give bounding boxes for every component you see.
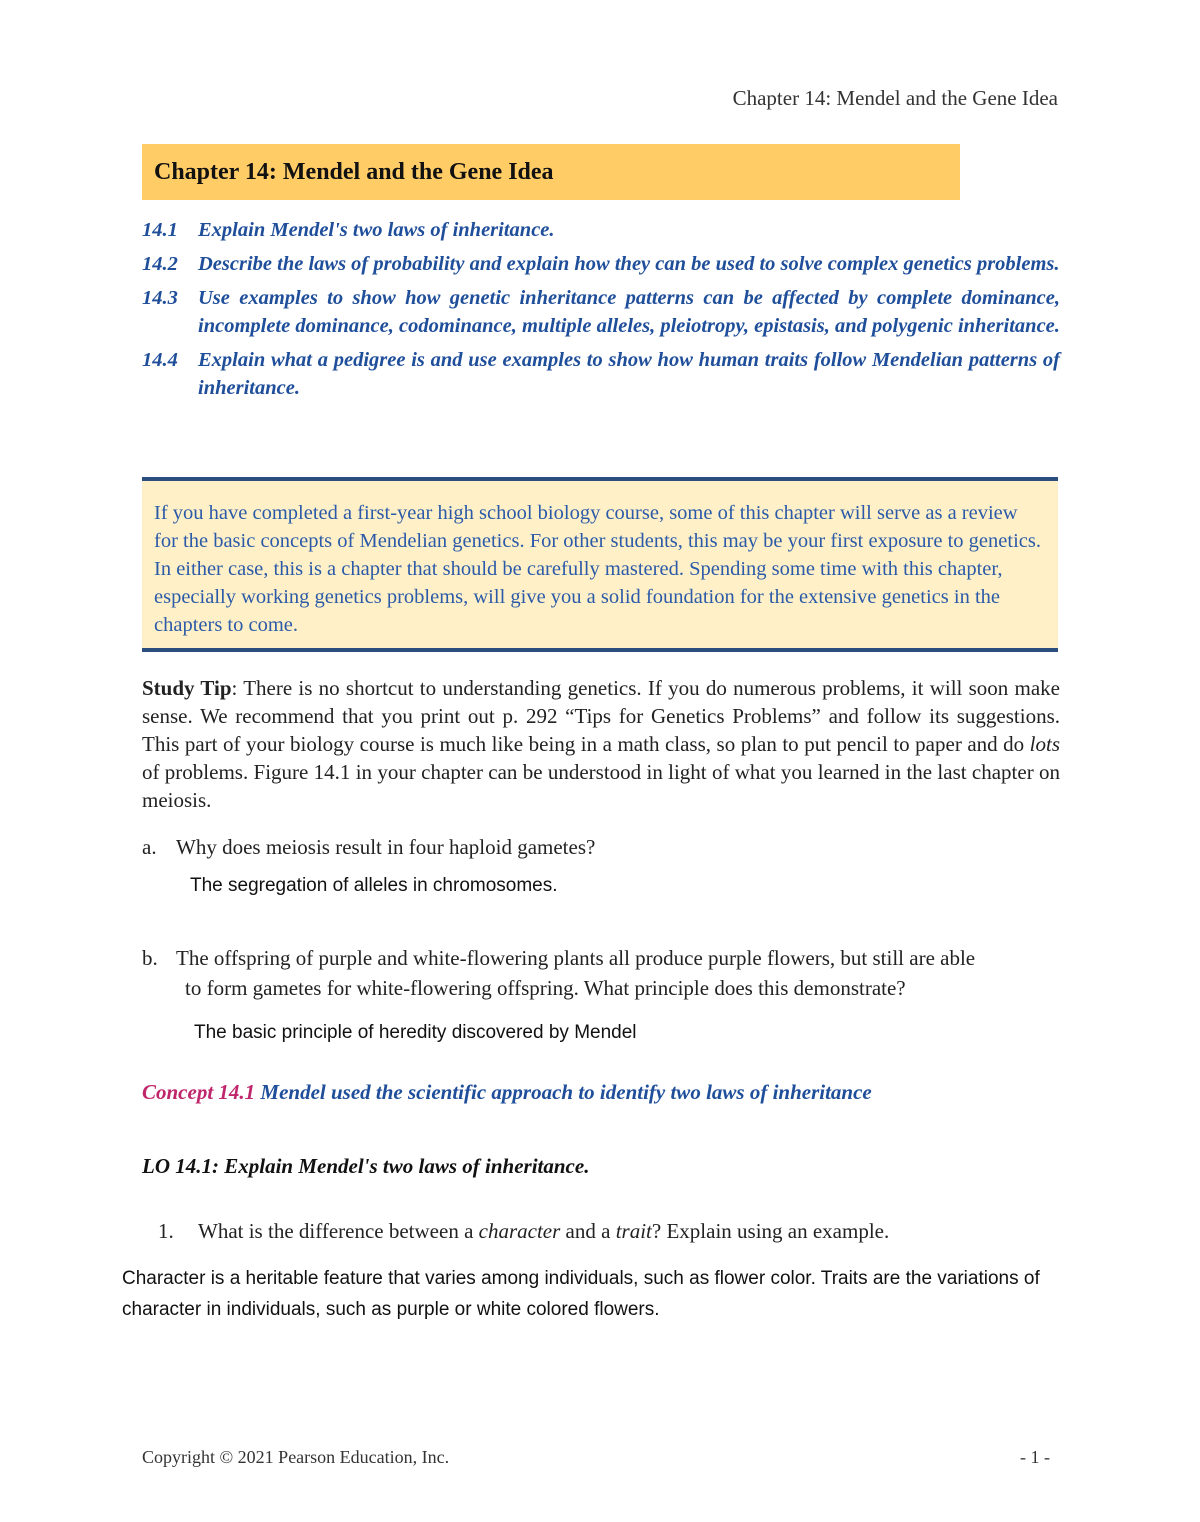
learning-objectives [142,216,1060,408]
answer-1-line-2: character in individuals, such as purple or white colored flowers. [122,1299,660,1320]
objective-number: 14.2 [142,253,178,275]
question-text: Why does meiosis result in four haploid gametes? [176,835,596,859]
study-tip-text-end: of problems. Figure 14.1 in your chapter can be understood in light of what you learned in the last chapter on meiosis. [142,760,1060,812]
study-tip-text: : There is no shortcut to understanding genetics. If you do numerous problems, it will soon make sense. We recommend that you print out p. 292 “Tips for Genetics Problems” and follow its suggestions. This part of your biology course is much like being in a math class, so plan to put pencil to paper and do [142,676,1060,756]
question-text: The offspring of purple and white-flowering plants all produce purple flowers, but still are able [176,946,976,970]
question-letter: a. [142,835,157,859]
objective-item [142,284,1060,340]
concept-tag: Concept 14.1 [142,1080,256,1104]
answer-1-line-1: Character is a heritable feature that varies among individuals, such as flower color. Traits are the variations of [122,1268,1040,1289]
question-b [142,946,975,971]
chapter-title: Chapter 14: Mendel and the Gene Idea [154,158,554,185]
question-1 [158,1219,889,1244]
intro-text: If you have completed a first-year high school biology course, some of this chapter will serve as a review for the basic concepts of Mendelian genetics. For other students, this may be your first exposure to genetics. In either case, this is a chapter that should be carefully mastered. Spending some time with this chapter, especially working genetics problems, will give you a solid foundation for the extensive genetics in the chapters to come. [154,502,1041,636]
question-a [142,835,595,860]
question-b-continued: to form gametes for white-flowering offspring. What principle does this demonstrate? [185,976,906,1000]
objective-text: Use examples to show how genetic inheritance patterns can be affected by complete dominance, incomplete dominance, codominance, multiple alleles, pleiotropy, epistasis, and polygenic inheritance. [198,287,1060,337]
objective-item [142,250,1060,278]
question-text-end: ? Explain using an example. [651,1219,890,1243]
running-header: Chapter 14: Mendel and the Gene Idea [732,86,1058,110]
answer-a: The segregation of alleles in chromosomes. [190,875,558,896]
copyright: Copyright © 2021 Pearson Education, Inc. [142,1447,450,1467]
objective-number: 14.3 [142,287,178,309]
objective-number: 14.1 [142,219,178,241]
objective-item [142,346,1060,402]
question-number: 1. [158,1219,174,1243]
question-text-mid: and a [560,1219,616,1243]
term-trait: trait [615,1219,652,1243]
study-tip [142,674,1060,814]
question-letter: b. [142,946,158,970]
chapter-banner [142,144,960,200]
concept-heading [142,1080,872,1105]
objective-text: Describe the laws of probability and explain how they can be used to solve complex genetics problems. [198,253,1060,275]
objective-text: Explain what a pedigree is and use examples to show how human traits follow Mendelian patterns of inheritance. [198,349,1060,399]
answer-b: The basic principle of heredity discovered by Mendel [194,1022,637,1043]
term-character: character [478,1219,561,1243]
objective-text: Explain Mendel's two laws of inheritance. [198,219,555,241]
question-text: What is the difference between a [198,1219,479,1243]
page-number: - 1 - [1020,1447,1050,1467]
study-tip-emphasis: lots [1029,732,1060,756]
intro-callout [142,477,1058,652]
lo-heading: LO 14.1: Explain Mendel's two laws of inheritance. [142,1154,590,1178]
objective-item [142,216,1060,244]
objective-number: 14.4 [142,349,178,371]
study-tip-label: Study Tip [142,676,232,700]
concept-text: Mendel used the scientific approach to identify two laws of inheritance [255,1080,872,1104]
